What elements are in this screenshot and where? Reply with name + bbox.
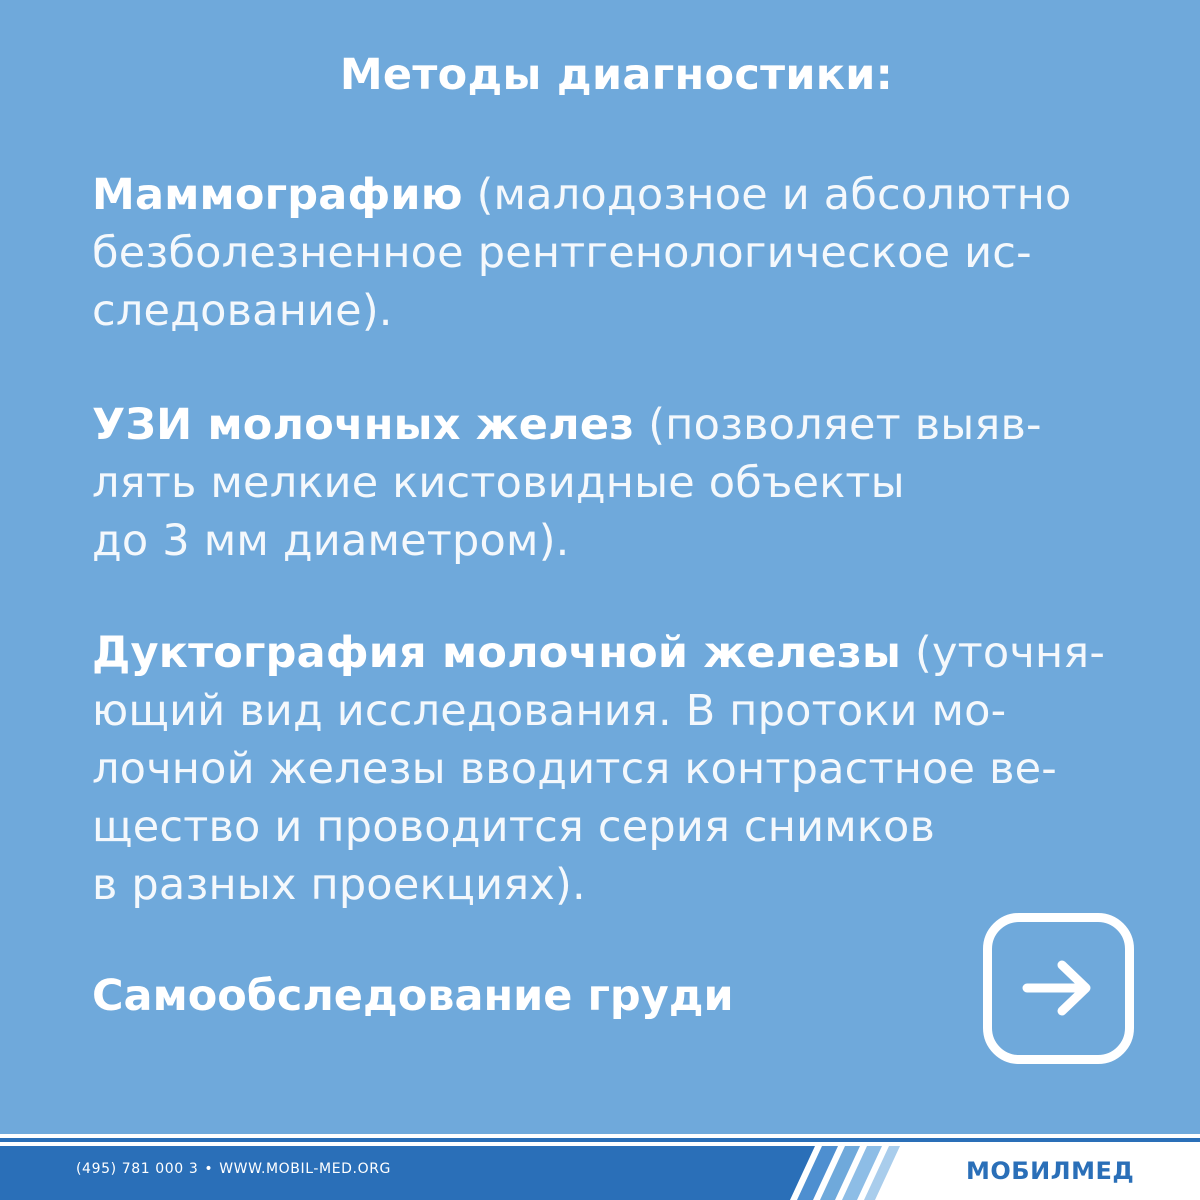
text-line	[92, 282, 1152, 340]
page-title: Методы диагностики:	[339, 50, 894, 100]
section-mammography	[92, 166, 1152, 340]
method-description: лять мелкие кистовидные объекты	[92, 458, 905, 508]
footer-contact	[76, 1161, 391, 1177]
separator: •	[204, 1161, 214, 1177]
method-description: ющий вид исследования. В протоки мо-	[92, 686, 1007, 736]
text-line	[92, 856, 1152, 914]
method-description: безболезненное рентгенологическое ис-	[92, 228, 1032, 278]
method-description: (уточня-	[901, 628, 1106, 678]
method-description: следование).	[92, 286, 393, 336]
method-description: до 3 мм диаметром).	[92, 516, 570, 566]
method-name: УЗИ молочных желез	[92, 400, 635, 450]
next-button[interactable]	[983, 913, 1134, 1064]
section-ductography	[92, 624, 1152, 914]
text-line	[92, 224, 1152, 282]
footer-divider	[0, 1138, 1200, 1142]
method-description: лочной железы вводится контрастное ве-	[92, 744, 1057, 794]
text-line	[92, 166, 1152, 224]
brand-logo: МОБИЛМЕД	[966, 1157, 1135, 1185]
phone-number[interactable]: (495) 781 000 3	[76, 1161, 199, 1177]
method-description: щество и проводится серия снимков	[92, 802, 936, 852]
method-name: Дуктография молочной железы	[92, 628, 902, 678]
text-line	[92, 512, 1152, 570]
method-name: Маммографию	[92, 170, 463, 220]
method-description: (позволяет выяв-	[634, 400, 1042, 450]
method-description: в разных проекциях).	[92, 860, 586, 910]
section-ultrasound	[92, 396, 1152, 570]
method-description: (малодозное и абсолютно	[462, 170, 1072, 220]
website-link[interactable]: WWW.MOBIL-MED.ORG	[219, 1161, 391, 1177]
text-line	[92, 624, 1152, 682]
text-line	[92, 740, 1152, 798]
text-line	[92, 396, 1152, 454]
text-line	[92, 454, 1152, 512]
text-line	[92, 798, 1152, 856]
text-line	[92, 682, 1152, 740]
self-exam-link[interactable]: Самообследование груди	[92, 971, 734, 1021]
arrow-right-icon	[1022, 958, 1096, 1018]
